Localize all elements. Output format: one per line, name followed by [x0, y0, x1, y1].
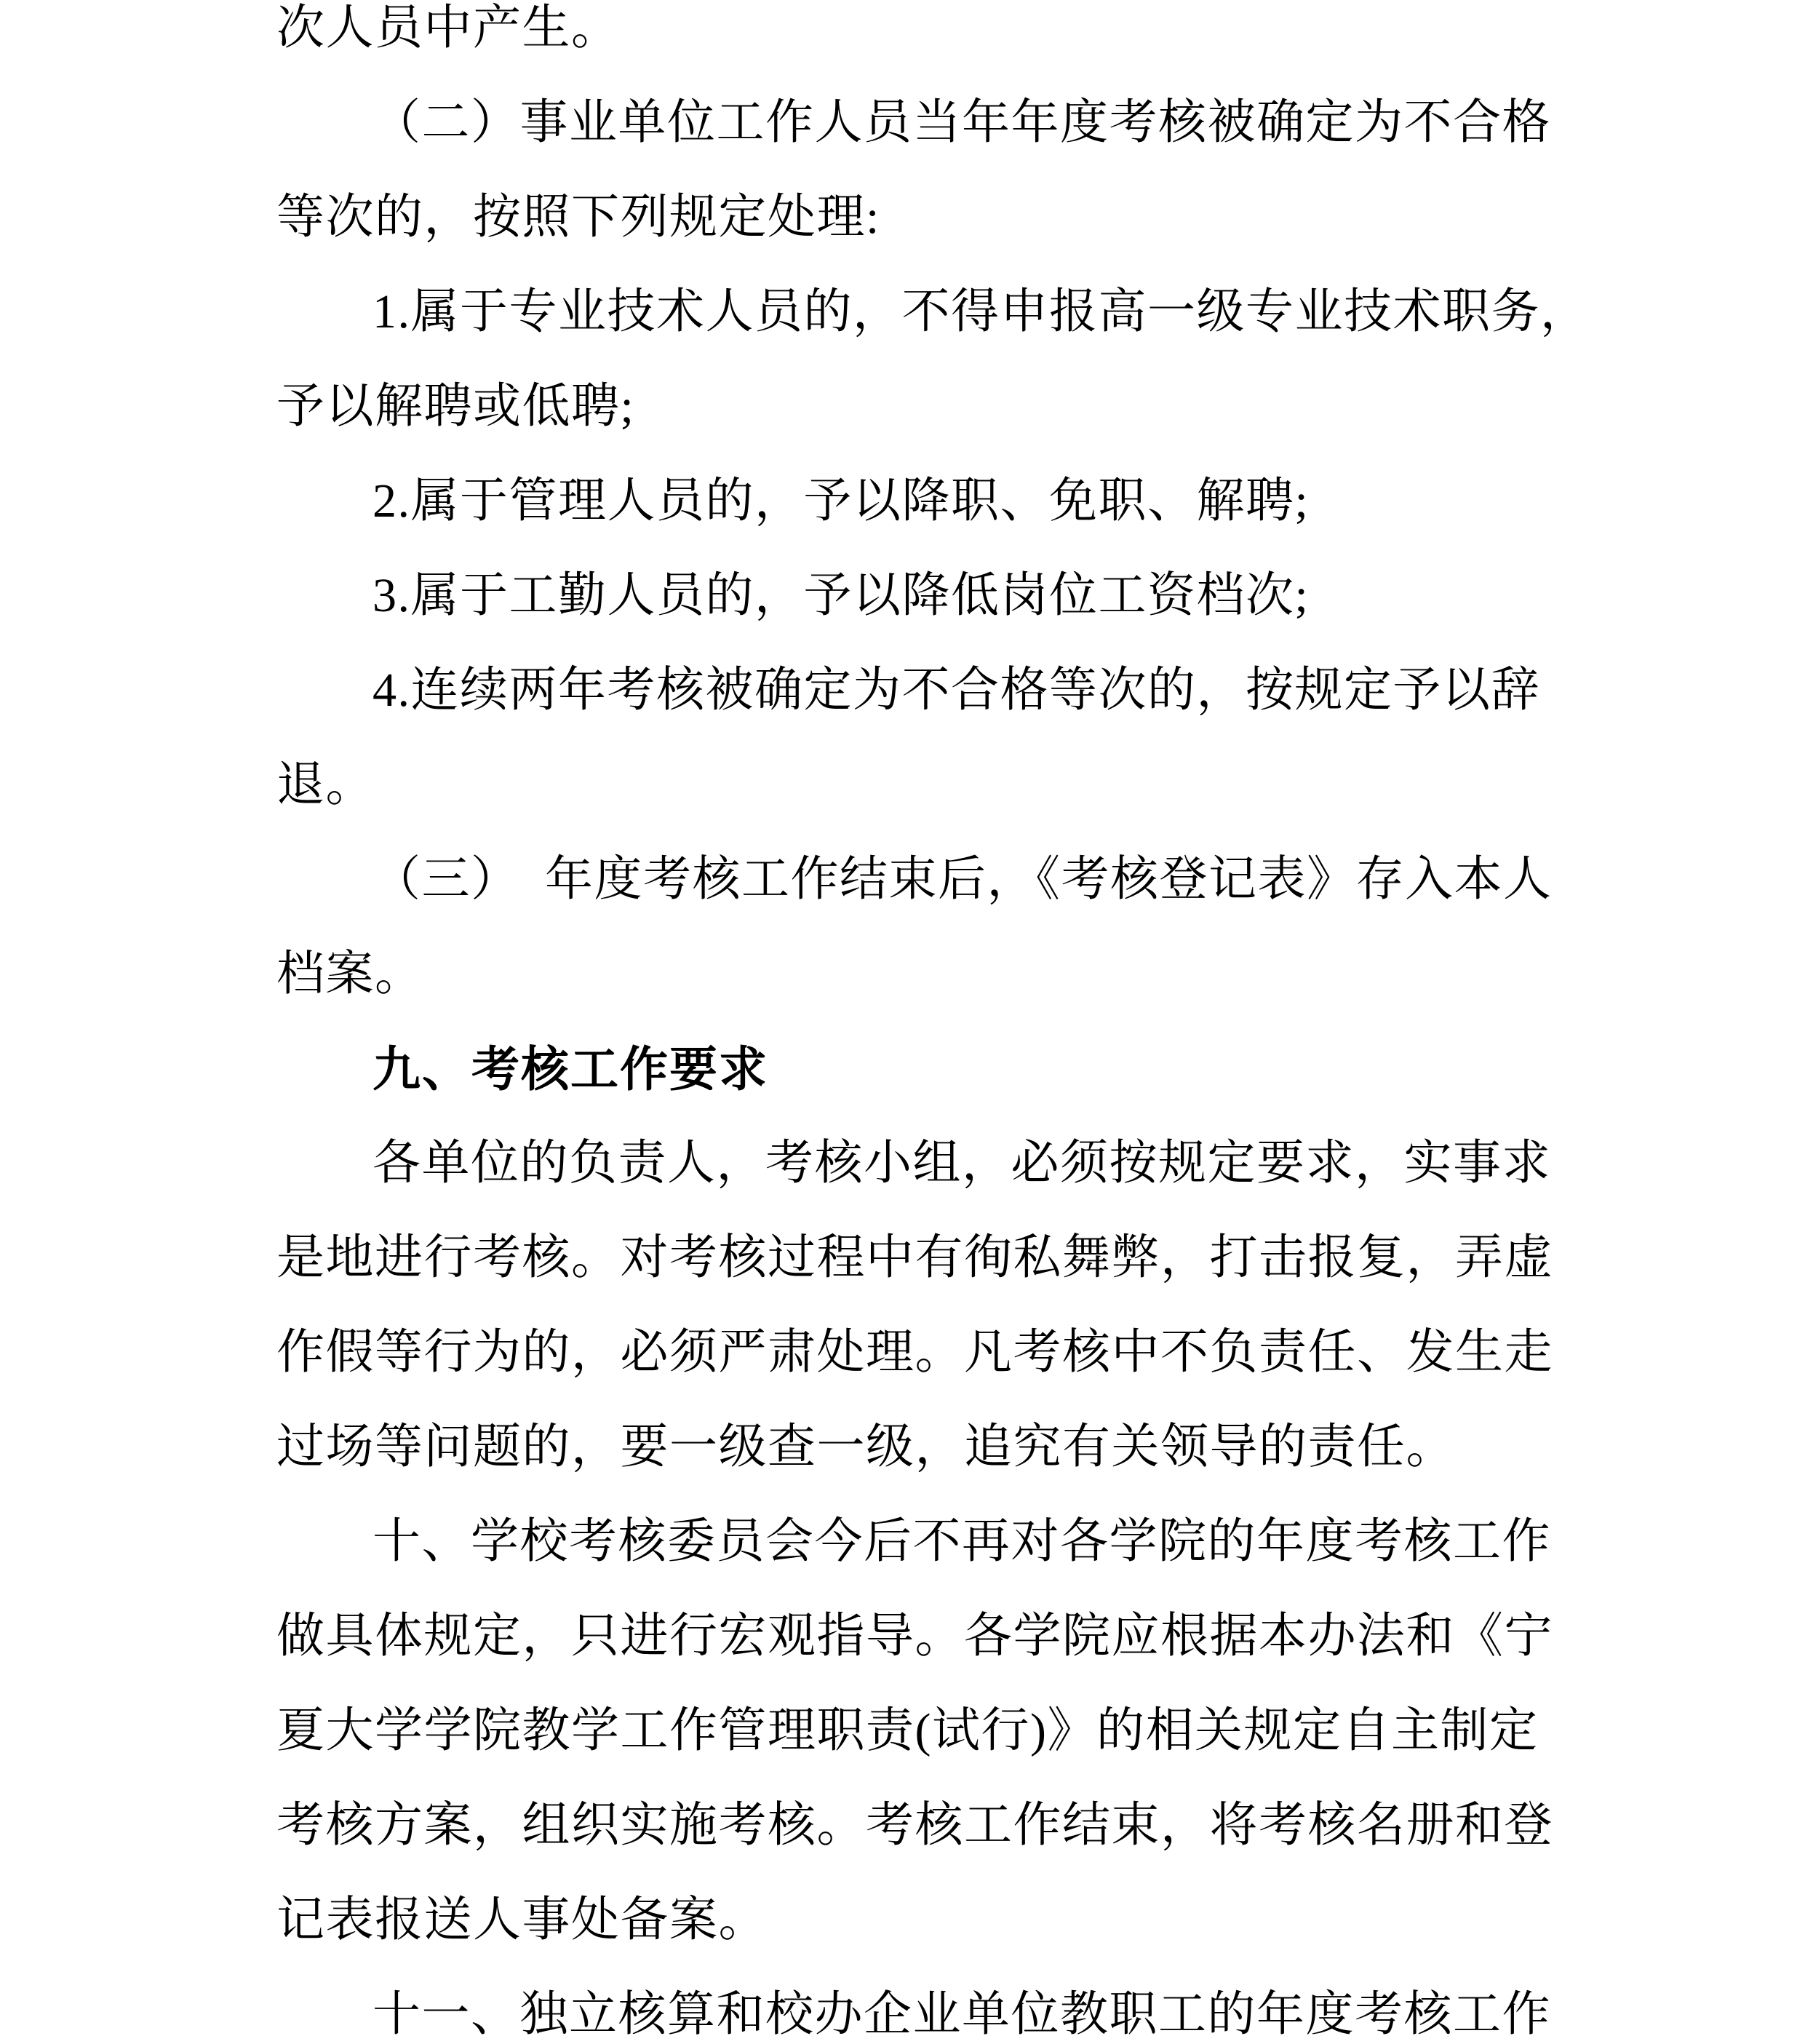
text-line: 考核方案，组织实施考核。考核工作结束，将考核名册和登: [276, 1799, 1553, 1852]
text-line: 记表报送人事处备案。: [276, 1893, 768, 1946]
text-line: 档案。: [276, 947, 424, 1001]
text-line: 做具体规定，只进行宏观指导。各学院应根据本办法和《宁: [276, 1610, 1553, 1663]
text-line: 次人员中产生。: [276, 1, 621, 55]
text-line: 夏大学学院教学工作管理职责(试行)》的相关规定自主制定: [276, 1704, 1539, 1757]
text-line: 十一、独立核算和校办企业单位教职工的年度考核工作: [372, 1988, 1551, 2041]
text-line: 等次的，按照下列规定处理:: [276, 191, 880, 244]
text-line: 各单位的负责人，考核小组，必须按规定要求，实事求: [372, 1137, 1551, 1190]
text-line: 予以解聘或低聘;: [276, 380, 635, 433]
text-line: 4.连续两年考核被确定为不合格等次的，按规定予以辞: [372, 664, 1540, 717]
text-line: 2.属于管理人员的，予以降职、免职、解聘;: [372, 474, 1310, 528]
text-line: （二）事业单位工作人员当年年度考核被确定为不合格: [372, 96, 1551, 149]
section-heading: 九、考核工作要求: [372, 1042, 768, 1096]
text-line: 十、学校考核委员会今后不再对各学院的年度考核工作: [372, 1515, 1551, 1568]
text-line: 作假等行为的，必须严肃处理。凡考核中不负责任、发生走: [276, 1326, 1553, 1379]
text-line: （三） 年度考核工作结束后，《考核登记表》存入本人: [372, 853, 1553, 906]
text-line: 退。: [276, 758, 375, 811]
text-line: 过场等问题的，要一级查一级，追究有关领导的责任。: [276, 1420, 1455, 1474]
text-line: 1.属于专业技术人员的，不得申报高一级专业技术职务，: [372, 285, 1590, 338]
text-line: 3.属于工勤人员的，予以降低岗位工资档次;: [372, 569, 1310, 622]
document-text-block: [276, 0, 1590, 2044]
text-line: 是地进行考核。对考核过程中有徇私舞弊，打击报复，弄虚: [276, 1231, 1553, 1284]
